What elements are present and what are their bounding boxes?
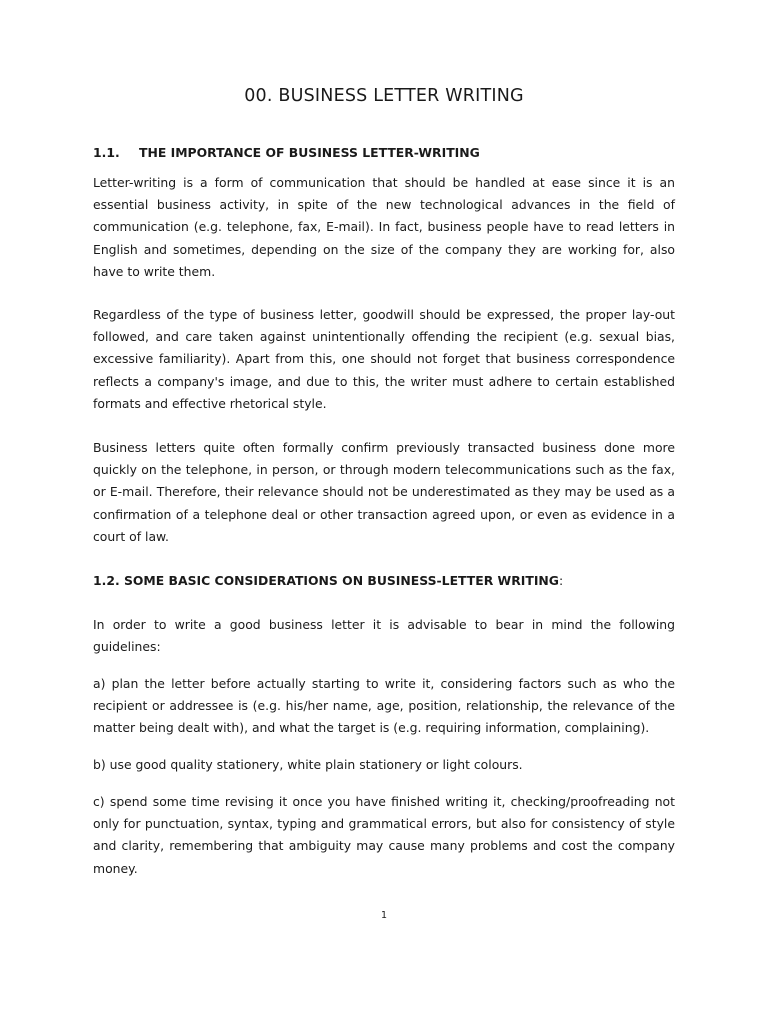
section-1-heading-text: THE IMPORTANCE OF BUSINESS LETTER-WRITING — [139, 145, 480, 160]
page-number: 1 — [380, 910, 388, 921]
document-title: 00. BUSINESS LETTER WRITING — [244, 86, 524, 106]
section-1-paragraph-1: Letter-writing is a form of communication that should be handled at ease since it is an essential business activity, in spite of the new technological advances in the field of communication (e.g. telephone, fax, E-mail). In fact, business people have to read letters in English and sometimes, depending on the size of the company they are working for, also have to write them. — [93, 175, 675, 279]
section-2-heading-colon: : — [558, 573, 564, 588]
section-1-heading — [93, 145, 480, 160]
section-2-heading-text: 1.2. SOME BASIC CONSIDERATIONS ON BUSINESS-LETTER WRITING — [93, 573, 559, 588]
section-1-paragraph-3: Business letters quite often formally confirm previously transacted business done more quickly on the telephone, in person, or through modern telecommunications such as the fax, or E-mail. Therefore, their relevance should not be underestimated as they may be used as a confirmation of a telephone deal or other transaction agreed upon, or even as evidence in a court of law. — [93, 440, 675, 544]
section-2-heading — [93, 573, 563, 588]
guideline-item-b: b) use good quality stationery, white plain stationery or light colours. — [93, 757, 523, 772]
section-2-intro: In order to write a good business letter it is advisable to bear in mind the following guidelines: — [93, 617, 675, 655]
guideline-item-a: a) plan the letter before actually starting to write it, considering factors such as who the recipient or addressee is (e.g. his/her name, age, position, relationship, the relevance of the matter being dealt with), and what the target is (e.g. requiring information, complaining). — [93, 676, 675, 736]
section-1-paragraph-2: Regardless of the type of business letter, goodwill should be expressed, the proper lay-out followed, and care taken against unintentionally offending the recipient (e.g. sexual bias, excessive familiarity). Apart from this, one should not forget that business correspondence reflects a company's image, and due to this, the writer must adhere to certain established formats and effective rhetorical style. — [93, 307, 675, 411]
section-1-number: 1.1. — [93, 145, 120, 160]
guideline-item-c: c) spend some time revising it once you have finished writing it, checking/proofreading not only for punctuation, syntax, typing and grammatical errors, but also for consistency of style and clarity, remembering that ambiguity may cause many problems and cost the company money. — [93, 794, 675, 876]
